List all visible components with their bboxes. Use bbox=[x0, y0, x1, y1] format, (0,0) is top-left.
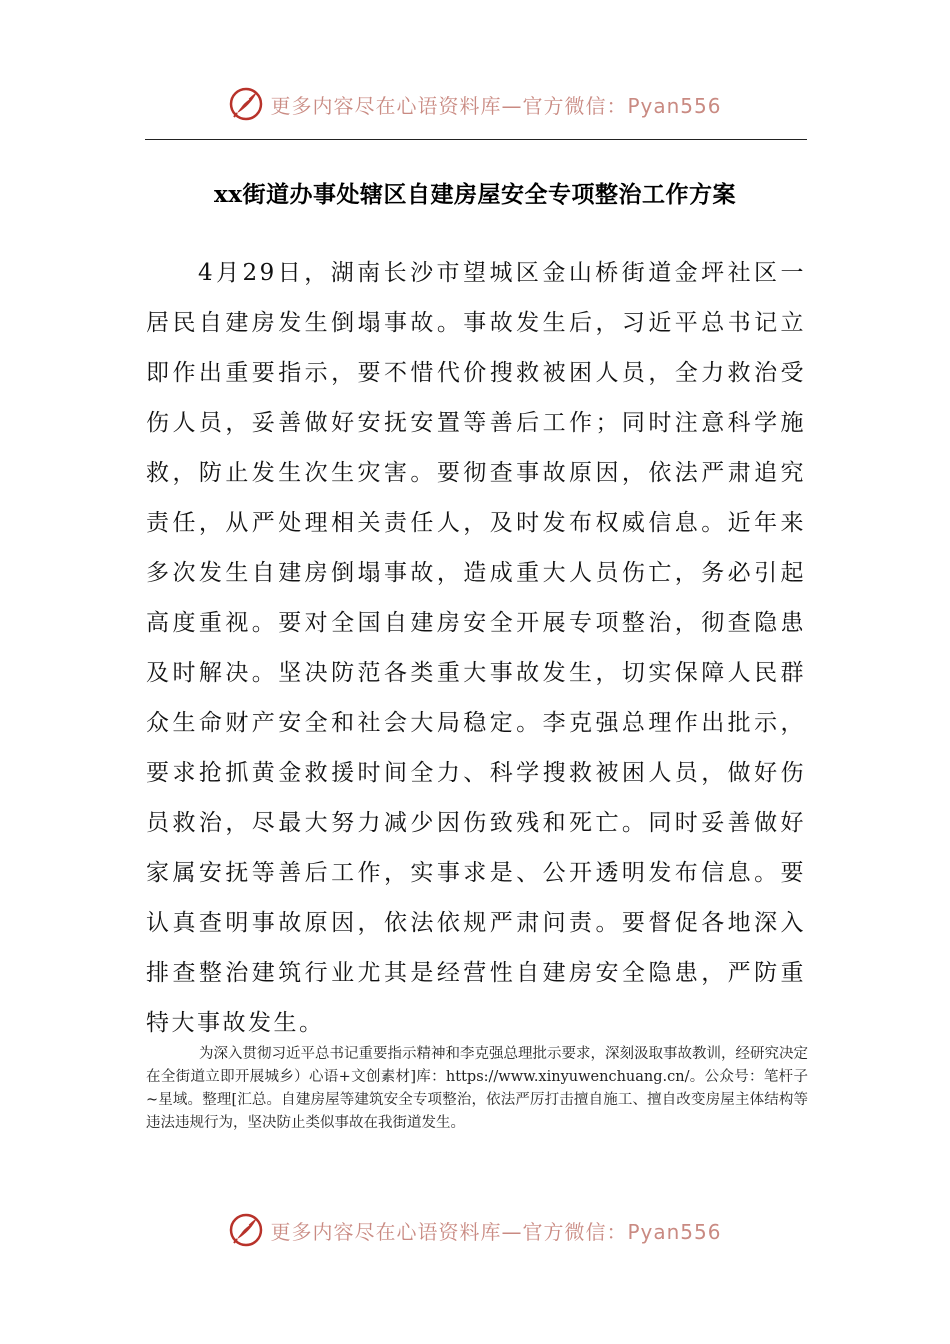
header-divider bbox=[145, 139, 807, 140]
main-paragraph: 4月29日，湖南长沙市望城区金山桥街道金坪社区一居民自建房发生倒塌事故。事故发生后，习近平总书记立即作出重要指示，要不惜代价搜救被困人员，全力救治受伤人员，妥善做好安抚安置等善后工作；同时注意科学施救，防止发生次生灾害。要彻查事故原因，依法严肃追究责任，从严处理相关责任人，及时发布权威信息。近年来多次发生自建房倒塌事故，造成重大人员伤亡，务必引起高度重视。要对全国自建房安全开展专项整治，彻查隐患及时解决。坚决防范各类重大事故发生，切实保障人民群众生命财产安全和社会大局稳定。李克强总理作出批示，要求抢抓黄金救援时间全力、科学搜救被困人员，做好伤员救治，尽最大努力减少因伤致残和死亡。同时妥善做好家属安抚等善后工作，实事求是、公开透明发布信息。要认真查明事故原因，依法依规严肃问责。要督促各地深入排查整治建筑行业尤其是经营性自建房安全隐患，严防重特大事故发生。 bbox=[146, 260, 806, 1036]
footer-banner-text: 更多内容尽在心语资料库—官方微信：Pyan556 bbox=[270, 1219, 722, 1244]
header-banner bbox=[0, 84, 950, 124]
quill-logo-icon bbox=[228, 1212, 264, 1248]
footer-banner bbox=[0, 1210, 950, 1250]
quill-logo-icon bbox=[228, 86, 264, 122]
document-title: xx街道办事处辖区自建房屋安全专项整治工作方案 bbox=[214, 181, 736, 208]
header-banner-text: 更多内容尽在心语资料库—官方微信：Pyan556 bbox=[270, 93, 722, 118]
note-paragraph: 为深入贯彻习近平总书记重要指示精神和李克强总理批示要求，深刻汲取事故教训，经研究决定在全街道立即开展城乡）心语+文创素材]库：https://www.xinyuwenchuang.cn/。公众号：笔杆子~星域。整理[汇总。自建房屋等建筑安全专项整治，依法严厉打击擅自施工、擅自改变房屋主体结构等违法违规行为，坚决防止类似事故在我街道发生。 bbox=[146, 1046, 808, 1131]
